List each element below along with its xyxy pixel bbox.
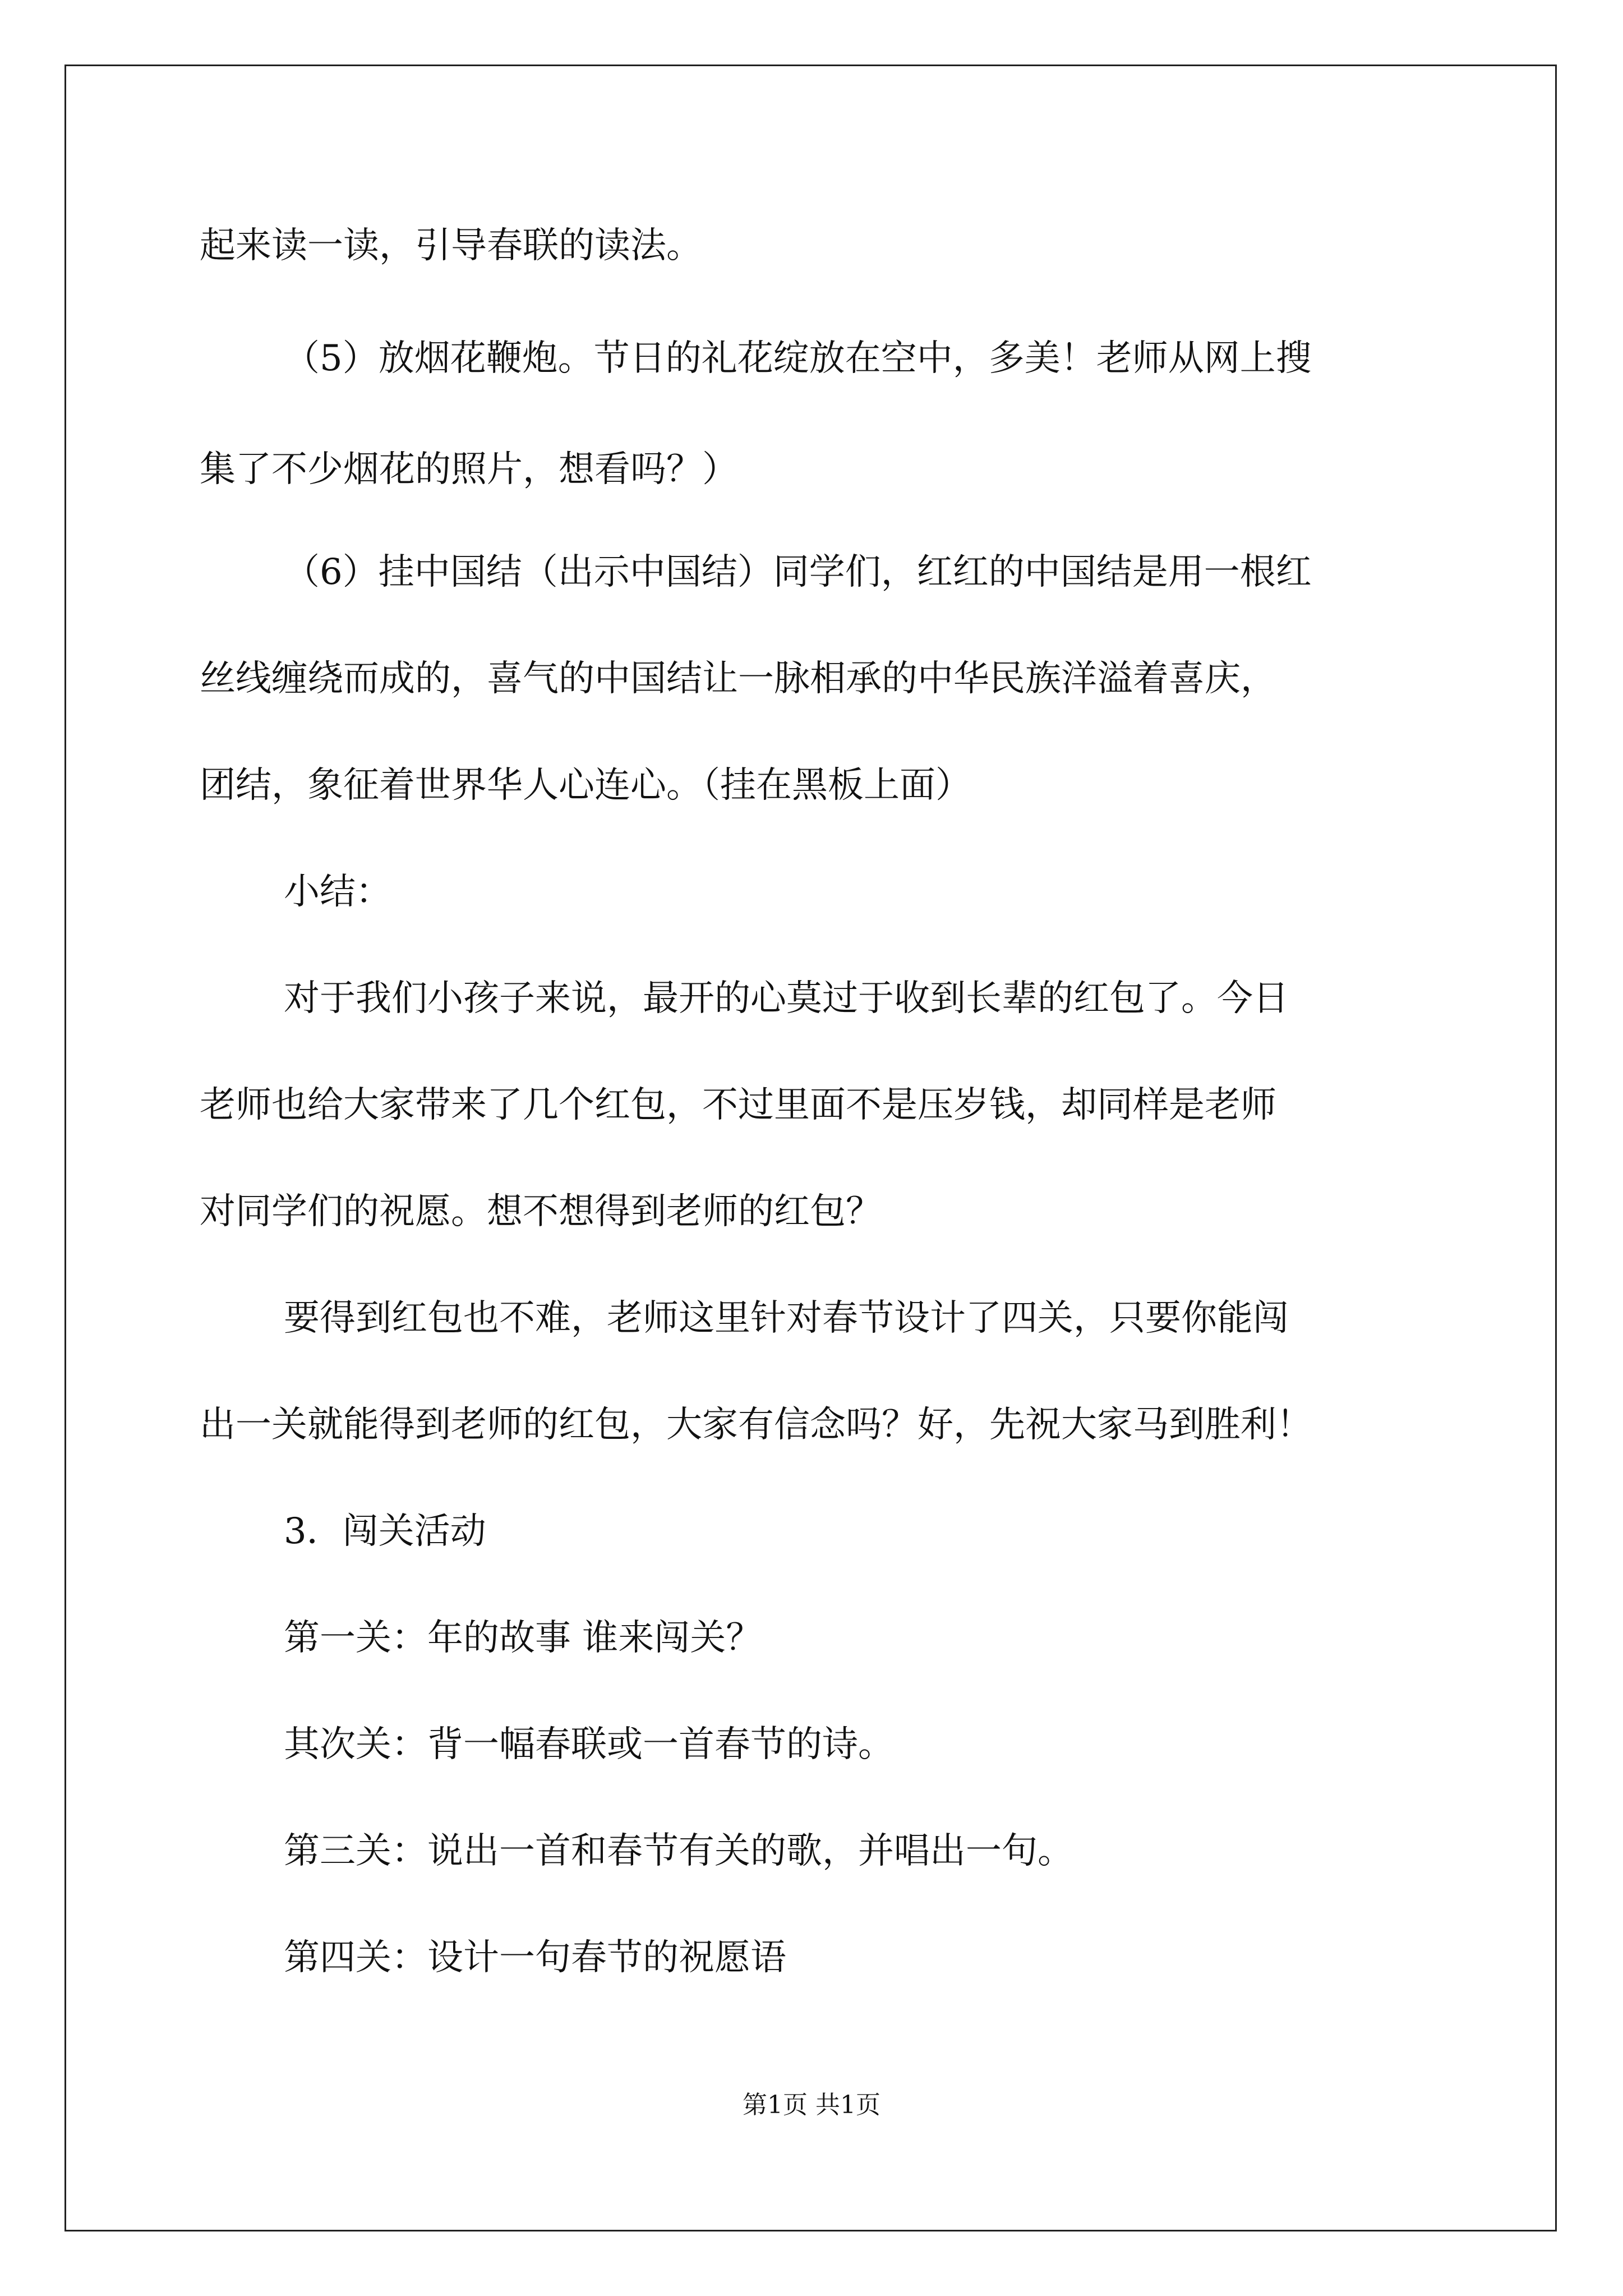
paragraph-line: （6）挂中国结（出示中国结）同学们，红红的中国结是用一根红	[284, 551, 1312, 593]
paragraph-line: 团结，象征着世界华人心连心。（挂在黑板上面）	[200, 765, 971, 806]
page-number: 第1页 共1页	[743, 2091, 880, 2119]
paragraph-line: 第三关：说出一首和春节有关的歌，并唱出一句。	[284, 1830, 1073, 1872]
paragraph-line: 集了不少烟花的照片，想看吗？）	[200, 449, 738, 490]
paragraph-line: 对于我们小孩子来说，最开的心莫过于收到长辈的红包了。今日	[284, 978, 1289, 1019]
paragraph-line: 第四关：设计一句春节的祝愿语	[284, 1937, 786, 1978]
paragraph-line: 老师也给大家带来了几个红包，不过里面不是压岁钱，却同样是老师	[200, 1084, 1276, 1126]
paragraph-line: 出一关就能得到老师的红包，大家有信念吗？好，先祝大家马到胜利！	[200, 1404, 1312, 1446]
page-border	[64, 65, 1557, 2231]
paragraph-line: 对同学们的祝愿。想不想得到老师的红包？	[200, 1191, 882, 1232]
paragraph-line: 小结：	[284, 871, 391, 913]
section-heading: 3．闯关活动	[284, 1511, 486, 1552]
paragraph-line: 要得到红包也不难，老师这里针对春节设计了四关，只要你能闯	[284, 1297, 1289, 1339]
paragraph-line: （5）放烟花鞭炮。节日的礼花绽放在空中，多美！老师从网上搜	[284, 338, 1312, 379]
paragraph-line: 丝线缠绕而成的，喜气的中国结让一脉相承的中华民族洋溢着喜庆，	[200, 658, 1276, 700]
paragraph-line: 第一关：年的故事 谁来闯关？	[284, 1617, 762, 1659]
paragraph-line: 起来读一读，引导春联的读法。	[200, 225, 702, 266]
paragraph-line: 其次关：背一幅春联或一首春节的诗。	[284, 1724, 894, 1765]
